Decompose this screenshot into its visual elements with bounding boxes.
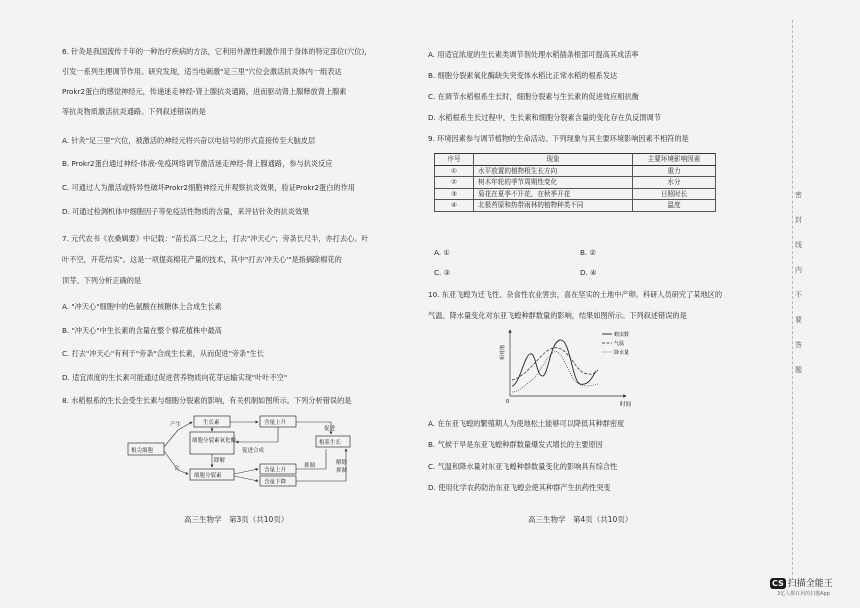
temperature-curve: [512, 348, 598, 380]
seal-char: 题: [795, 366, 802, 374]
option-a: A. "冲天心"细胞中的色氨酸在核糖体上合成生长素: [62, 302, 222, 311]
page-footer-right: 高三生物学 第4页（共10页）: [528, 515, 633, 524]
ck-down-label: 含量下降: [264, 479, 287, 486]
table-cell: 北极苔原和热带雨林的植物种类不同: [474, 200, 633, 212]
relieve2-label: 抑制: [336, 468, 348, 474]
option-d: D. ④: [580, 268, 597, 277]
option-d: D. 水稻根系生长过程中，生长素和细胞分裂素含量的变化存在负反馈调节: [428, 113, 661, 122]
seal-char: 要: [795, 316, 802, 324]
option-c: C. 打去"冲天心"有利于"旁条"合成生长素，从而促进"旁条"生长: [62, 349, 264, 358]
seal-char: 不: [795, 291, 802, 299]
option-b: B. ②: [580, 248, 596, 257]
produce-label: 产生: [170, 422, 182, 428]
table-cell: 重力: [633, 165, 716, 177]
question-8-stem: 8. 水稻根系的生长会受生长素与细胞分裂素的影响，有关机制如图所示。下列分析错误的是: [62, 396, 352, 405]
table-cell: 水分: [633, 177, 716, 189]
legend-label: 降水量: [614, 350, 630, 356]
option-b: B. Prokr2蛋白通过神经-体液-免疫网络调节激活迷走神经-肾上腺通路，参与抗炎反应: [62, 159, 333, 168]
text-line: Prokr2蛋白的感觉神经元，传递迷走神经-肾上腺抗炎通路，进而驱动肾上腺释放肾上腺素: [62, 87, 347, 96]
table-header-row: [435, 154, 716, 166]
option-d: D. 使用化学农药防治东亚飞蝗会使其种群产生抗药性突变: [428, 483, 611, 492]
seal-char: 密: [795, 191, 802, 199]
promote-label: 促进: [324, 426, 336, 432]
option-d: D. 可通过检测机体中细胞因子等免疫活性物质的含量，来评估针灸的抗炎效果: [62, 207, 310, 216]
rainfall-curve: [512, 352, 598, 392]
option-b: B. 气候干旱是东亚飞蝗种群数量爆发式增长的主要原因: [428, 440, 603, 449]
environment-factor-table: [434, 153, 716, 212]
option-c: C. 可通过人为激活或特异性破坏Prokr2细胞神经元并观察抗炎效果，验证Prokr2蛋白的作用: [62, 183, 355, 192]
relieve-label: 解除: [336, 460, 348, 466]
seal-char: 答: [795, 341, 802, 349]
table-row: [435, 200, 716, 212]
text-line: 等抗炎物质激活抗炎通路。下列叙述错误的是: [62, 107, 206, 116]
text-line: 10. 东亚飞蝗为迁飞性、杂食性农业害虫，喜在坚实的土地中产卵。科研人员研究了某地区的: [428, 290, 723, 299]
option-c: C. 在调节水稻根系生长时，细胞分裂素与生长素的促进效应相抗衡: [428, 92, 639, 101]
option-c: C. ③: [434, 268, 451, 277]
option-b: B. 细胞分裂素氧化酶缺失突变体水稻比正常水稻的根系发达: [428, 71, 618, 80]
text-line: 引发一系列生理调节作用。研究发现，适当电刺激"足三里"穴位会激活抗炎体内一组表达: [62, 67, 342, 76]
table-header-cell: 序号: [435, 154, 474, 166]
camscanner-logo-icon: CS: [772, 579, 784, 588]
text-line: 7. 元代农书《农桑辑要》中记载："苗长高二尺之上，打去"冲天心"；旁条长尺半，亦打去心。叶: [62, 234, 369, 243]
option-a: A. ①: [434, 248, 450, 257]
arrow: [236, 427, 278, 442]
option-d: D. 适宜浓度的生长素可能通过促进营养物质向花芽运输实现"叶叶不空": [62, 373, 288, 382]
table-cell: 树木年轮的季节周期性变化: [474, 177, 633, 189]
x-axis-label: 时间: [620, 402, 632, 408]
arrow: [234, 476, 258, 481]
table-cell: ①: [435, 165, 474, 177]
auxin-cytokinin-diagram: [126, 412, 366, 496]
promote-synth-label: 促进合成: [242, 448, 265, 454]
legend-label: 蝗虫数: [614, 332, 630, 338]
locust-curve: [512, 340, 596, 386]
camscanner-name: 扫描全能王: [787, 579, 833, 589]
text-line: 顶芽。下列分析正确的是: [62, 276, 142, 285]
text-line: 6. 针灸是我国流传千年的一种治疗疾病的方法，它利用外源性刺激作用于身体的特定部位(穴位)，: [62, 47, 372, 56]
locust-climate-graph: [496, 326, 646, 410]
table-cell: 日照时长: [633, 188, 716, 200]
table-cell: ③: [435, 188, 474, 200]
seal-char: 线: [795, 241, 802, 249]
table-row: [435, 177, 716, 189]
page-footer-left: 高三生物学 第3页（共10页）: [184, 515, 289, 524]
y-axis-label: 相对值: [500, 344, 506, 360]
legend: [602, 331, 629, 356]
table-header-cell: 主要环境影响因素: [633, 154, 716, 166]
table-header-cell: 现象: [474, 154, 633, 166]
legend-label: 气温: [614, 341, 625, 347]
auxin-label: 生长素: [203, 420, 220, 426]
degrade-label: 降解: [214, 458, 226, 464]
ck-oxidase-label: 细胞分裂素氧化酶: [192, 438, 237, 444]
table-row: [435, 165, 716, 177]
table-cell: 水平放置的植物根生长方向: [474, 165, 633, 177]
table-cell: 温度: [633, 200, 716, 212]
option-a: A. 针灸"足三里"穴位，被激活的神经元将兴奋以电信号的形式直接传至大脑皮层: [62, 136, 316, 145]
table-cell: ④: [435, 200, 474, 212]
text-line: 气温、降水量变化对东亚飞蝗种群数量的影响，结果如图所示。下列叙述错误的是: [428, 311, 687, 320]
arrow: [234, 469, 258, 474]
table-row: [435, 188, 716, 200]
camscanner-tagline: 3亿人都在用的扫描App: [777, 591, 830, 597]
seal-char: 内: [795, 266, 802, 274]
inhibit-label: 抑制: [304, 463, 316, 469]
ck-label: 细胞分裂素: [194, 473, 222, 479]
option-a: A. 用适宜浓度的生长素类调节剂处理水稻插条根部可提高其成活率: [428, 50, 639, 59]
auxin-up-label: 含量上升: [264, 420, 287, 426]
text-line: 叶不空，开花结实"。这是一项提高棉花产量的技术，其中"打去'冲天心'"是指摘除棉花的: [62, 255, 342, 264]
camscanner-watermark: [770, 576, 833, 589]
option-c: C. 气温和降水量对东亚飞蝗种群数量变化的影响具有综合性: [428, 462, 618, 471]
hidden-synth-label: 合: [174, 466, 180, 472]
option-a: A. 在东亚飞蝗的繁殖期人为使地松土能够可以降低其种群密度: [428, 419, 625, 428]
table-cell: ②: [435, 177, 474, 189]
option-b: B. "冲天心"中生长素的含量在整个棉花植株中最高: [62, 326, 222, 335]
ck-up-label: 含量上升: [264, 467, 287, 474]
seal-line: [792, 20, 794, 580]
root-cell-label: 根尖细胞: [131, 448, 154, 454]
origin-label: 0: [506, 399, 510, 405]
question-9-stem: 9. 环境因素参与调节植物的生命活动。下列现象与其主要环境影响因素不相符的是: [428, 134, 689, 143]
table-cell: 菊花在夏季不开花，在秋季开花: [474, 188, 633, 200]
root-growth-label: 根系生长: [319, 440, 342, 446]
seal-char: 封: [795, 216, 802, 224]
